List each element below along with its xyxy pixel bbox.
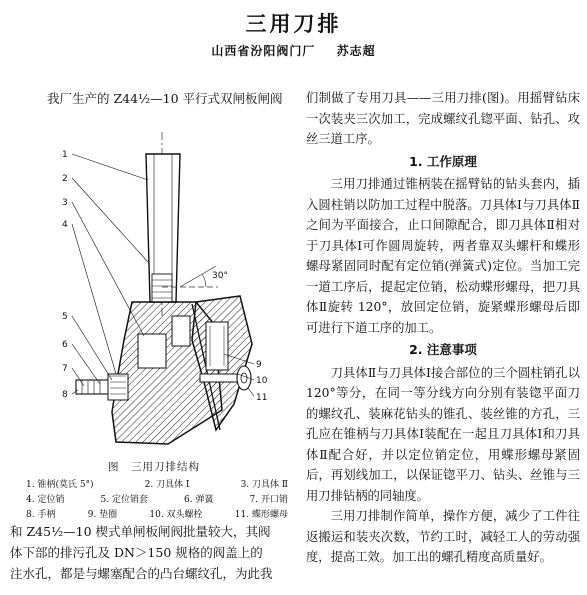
text-line: 和 Z45½—10 楔式单闸板闸阀批量较大，其阀 [10,524,271,539]
callout-2: 2 [62,174,68,184]
legend-item: 8. 手柄 [26,510,56,520]
tool-drawing [20,112,292,456]
legend-item: 7. 开口销 [249,495,288,505]
left-column-lead: 我厂生产的 Z44½—10 平行式双闸板闸阀 [47,91,283,106]
byline-author: 苏志超 [336,44,376,58]
legend-item: 4. 定位销 [26,495,65,505]
callout-11: 11 [256,393,268,403]
article-title: 三用刀排 [245,12,342,36]
section-heading-notes: 2. 注意事项 [409,342,477,357]
intro-paragraph: 们制做了专用刀具——三用刀排(图)。用摇臂钻床一次装夹三次加工，完成螺纹孔锪平面、钻孔、攻丝三道工序。 [306,91,580,146]
callout-10: 10 [256,376,268,386]
figure-legend [26,478,288,523]
callout-7: 7 [62,364,68,374]
callout-9: 9 [256,360,262,370]
right-column [306,88,580,568]
callout-3: 3 [62,198,68,208]
legend-item: 3. 刀具体 Ⅱ [240,480,288,490]
legend-row [26,493,288,508]
legend-row [26,478,288,493]
text-line: 注水孔，都是与螺塞配合的凸台螺纹孔，为此我 [10,566,273,581]
notes-paragraph: 刀具体Ⅱ与刀具体Ⅰ接合部位的三个圆柱销孔以 120°等分，在同一等分线方向分别有装锪平面刀的螺纹孔、装麻花钻头的锥孔、装丝锥的方孔，三孔应在锥柄与刀具体Ⅰ装配在一起且刀具体Ⅰ和刀具体Ⅱ配合好，并以定位销定位，用蝶形螺母紧固后，再划线加工，以保证锪平刀、钻头、丝锥与三用刀排钻柄的同轴度。 [306,365,580,503]
legend-item: 2. 刀具体 Ⅰ [144,480,190,490]
callout-5: 5 [62,312,68,322]
byline [0,42,587,59]
callout-1: 1 [62,150,68,160]
legend-item: 11. 蝶形螺母 [234,510,288,520]
callout-8: 8 [62,390,68,400]
angle-label: 30° [212,271,228,281]
callout-4: 4 [62,220,68,230]
byline-org: 山西省汾阳阀门厂 [211,44,316,58]
figure-caption: 图 三用刀排结构 [108,461,200,473]
legend-item: 1. 锥柄(莫氏 5°) [26,480,94,490]
legend-item: 5. 定位销套 [100,495,148,505]
left-column-continuation [10,521,290,584]
principle-paragraph: 三用刀排通过锥柄装在摇臂钻的钻头套内，插入圆柱销以防加工过程中脱落。刀具体Ⅰ与刀具体Ⅱ之间为平面接合，止口间隙配合，即刀具体Ⅱ相对于刀具体Ⅰ可作圆周旋转，两者靠双头螺杆和蝶形螺母紧固同时配有定位销(弹簧式)定位。当加工完一道工序后，提起定位销，松动蝶形螺母，把刀具体Ⅱ旋转 120°，放回定位销，旋紧蝶形螺母后即可进行下道工序的加工。 [306,177,580,335]
closing-paragraph: 三用刀排制作简单，操作方便，减少了工件往返搬运和装夹次数，节约工时，减轻工人的劳动强度，提高工效。加工出的螺孔精度高质量好。 [306,509,580,564]
legend-item: 9. 垫圈 [87,510,118,520]
callout-6: 6 [62,340,68,350]
legend-item: 10. 双头螺栓 [149,510,203,520]
legend-item: 6. 弹簧 [184,495,214,505]
tool-figure [20,112,292,456]
section-heading-principle: 1. 工作原理 [409,153,477,169]
text-line: 体下部的排污孔及 DN＞150 规格的阀盖上的 [10,545,263,560]
